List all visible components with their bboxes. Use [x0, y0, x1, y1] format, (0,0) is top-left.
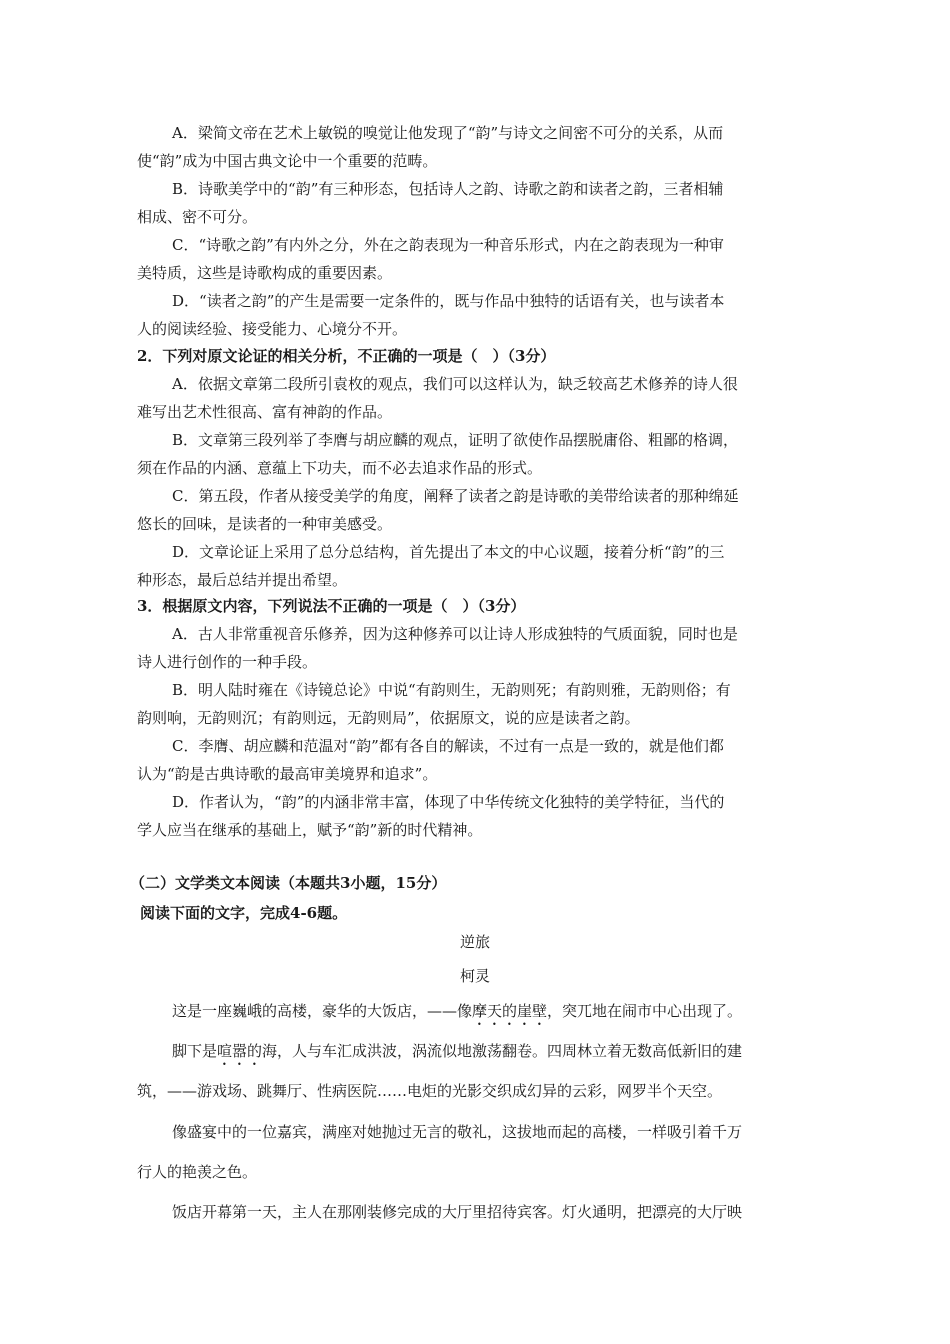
q2-option-b-line2: 须在作品的内涵、意蕴上下功夫，而不必去追求作品的形式。 — [137, 459, 543, 477]
q3-option-c-line2: 认为“韵是古典诗歌的最高审美境界和追求”。 — [137, 765, 438, 783]
q1-option-c-line1: C．“诗歌之韵”有内外之分，外在之韵表现为一种音乐形式，内在之韵表现为一种审 — [172, 236, 724, 254]
q2-option-c-line2: 悠长的回味，是读者的一种审美感受。 — [137, 515, 393, 533]
section-instruction: 阅读下面的文字，完成4-6题。 — [140, 904, 348, 922]
p2-text-end: 海，人与车汇成洪波，涡流似地激荡翻卷。四周林立着无数高低新旧的建 — [262, 1042, 743, 1060]
passage-paragraph-2 — [172, 1041, 852, 1069]
q1-option-a-line2: 使“韵”成为中国古典文论中一个重要的范畴。 — [137, 152, 438, 170]
q2-option-a-line2: 难写出艺术性很高、富有神韵的作品。 — [137, 403, 393, 421]
p1-text-end: ，突兀地在闹市中心出现了。 — [547, 1002, 743, 1020]
p2-text-start: 脚下是 — [172, 1042, 218, 1060]
passage-paragraph-3-line2: 行人的艳羡之色。 — [137, 1163, 258, 1181]
p2-emphasized-phrase: 喧嚣的 — [217, 1042, 263, 1060]
q1-option-b-line2: 相成、密不可分。 — [137, 208, 258, 226]
passage-author: 柯灵 — [459, 967, 490, 985]
q2-option-a-line1: A．依据文章第二段所引袁枚的观点，我们可以这样认为，缺乏较高艺术修养的诗人很 — [172, 375, 738, 393]
q2-option-d-line2: 种形态，最后总结并提出希望。 — [137, 571, 348, 589]
q1-option-c-line2: 美特质，这些是诗歌构成的重要因素。 — [137, 264, 393, 282]
q3-option-c-line1: C．李膺、胡应麟和范温对“韵”都有各自的解读，不过有一点是一致的，就是他们都 — [172, 737, 724, 755]
passage-paragraph-4: 饭店开幕第一天，主人在那刚装修完成的大厅里招待宾客。灯火通明，把漂亮的大厅映 — [172, 1203, 743, 1221]
q1-option-b-line1: B．诗歌美学中的“韵”有三种形态，包括诗人之韵、诗歌之韵和读者之韵，三者相辅 — [172, 180, 724, 198]
q1-option-d-line2: 人的阅读经验、接受能力、心境分不开。 — [137, 320, 408, 338]
q2-option-c-line1: C．第五段，作者从接受美学的角度，阐释了读者之韵是诗歌的美带给读者的那种绵延 — [172, 487, 739, 505]
q3-option-b-line1: B．明人陆时雍在《诗镜总论》中说“有韵则生，无韵则死；有韵则雅，无韵则俗；有 — [172, 681, 731, 699]
q3-option-d-line2: 学人应当在继承的基础上，赋予“韵”新的时代精神。 — [137, 821, 483, 839]
q2-option-d-line1: D．文章论证上采用了总分总结构，首先提出了本文的中心议题，接着分析“韵”的三 — [172, 543, 725, 561]
p1-text-start: 这是一座巍峨的高楼，豪华的大饭店，——像 — [172, 1002, 473, 1020]
passage-paragraph-2-line2: 筑，——游戏场、跳舞厅、性病医院……电炬的光影交织成幻异的云彩，网罗半个天空。 — [137, 1082, 723, 1100]
q1-option-a-line1: A．梁简文帝在艺术上敏锐的嗅觉让他发现了“韵”与诗文之间密不可分的关系，从而 — [172, 124, 724, 142]
q1-option-d-line1: D．“读者之韵”的产生是需要一定条件的，既与作品中独特的话语有关，也与读者本 — [172, 292, 725, 310]
q3-option-a-line1: A．古人非常重视音乐修养，因为这种修养可以让诗人形成独特的气质面貌，同时也是 — [172, 625, 738, 643]
q3-option-a-line2: 诗人进行创作的一种手段。 — [137, 653, 318, 671]
q3-option-d-line1: D．作者认为，“韵”的内涵非常丰富，体现了中华传统文化独特的美学特征，当代的 — [172, 793, 725, 811]
q3-stem: 3．根据原文内容，下列说法不正确的一项是（ ）（3分） — [137, 597, 526, 615]
q2-stem: 2．下列对原文论证的相关分析，不正确的一项是（ ）（3分） — [137, 347, 556, 365]
passage-paragraph-3: 像盛宴中的一位嘉宾，满座对她抛过无言的敬礼，这拔地而起的高楼，一样吸引着千万 — [172, 1123, 743, 1141]
q2-option-b-line1: B．文章第三段列举了李膺与胡应麟的观点，证明了欲使作品摆脱庸俗、粗鄙的格调， — [172, 431, 739, 449]
q3-option-b-line2: 韵则响，无韵则沉；有韵则远，无韵则局”，依据原文，说的应是读者之韵。 — [137, 709, 640, 727]
passage-paragraph-1 — [172, 1001, 852, 1029]
p1-emphasized-phrase: 摩天的崖壁 — [472, 1002, 548, 1020]
passage-title: 逆旅 — [459, 933, 490, 951]
section-heading: （二）文学类文本阅读（本题共3小题，15分） — [130, 874, 447, 892]
